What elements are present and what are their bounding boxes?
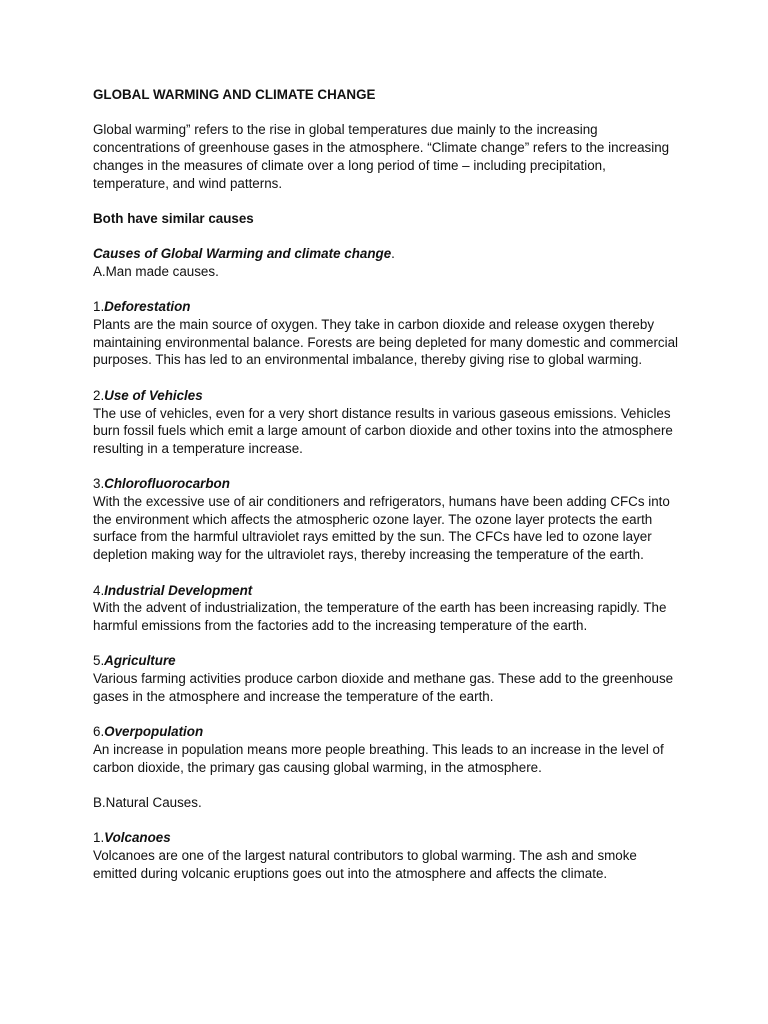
- cause-title: Industrial Development: [104, 582, 253, 598]
- cause-item: [93, 582, 683, 635]
- cause-number: 5.: [93, 653, 105, 669]
- cause-item: [93, 298, 683, 369]
- cause-number: 6.: [93, 724, 105, 740]
- cause-number: 3.: [93, 476, 105, 492]
- cause-number: 1.: [93, 830, 105, 846]
- man-made-label: A.Man made causes.: [93, 263, 219, 279]
- cause-heading: [93, 582, 683, 600]
- causes-block: [93, 245, 683, 280]
- natural-causes-label: B.Natural Causes.: [93, 794, 202, 810]
- document-page: [93, 86, 683, 900]
- cause-number: 1.: [93, 299, 105, 315]
- cause-title: Deforestation: [104, 299, 191, 315]
- cause-heading: [93, 298, 683, 316]
- cause-text: Various farming activities produce carbon dioxide and methane gas. These add to the greenhouse gases in the atmosphere and increase the temperature of the earth.: [93, 671, 674, 704]
- causes-heading-line: [93, 245, 683, 263]
- cause-text: Volcanoes are one of the largest natural contributors to global warming. The ash and smoke emitted during volcanic eruptions goes out into the atmosphere and affects the climate.: [93, 848, 637, 881]
- causes-heading: Causes of Global Warming and climate change: [93, 246, 392, 262]
- cause-text: With the advent of industrialization, the temperature of the earth has been increasing rapidly. The harmful emissions from the factories add to the increasing temperature of the earth.: [93, 600, 667, 633]
- cause-text: An increase in population means more people breathing. This leads to an increase in the level of carbon dioxide, the primary gas causing global warming, in the atmosphere.: [93, 741, 664, 775]
- cause-title: Agriculture: [104, 653, 176, 669]
- cause-heading: [93, 387, 683, 405]
- cause-item: [93, 475, 683, 564]
- cause-heading: [93, 652, 683, 670]
- cause-title: Chlorofluorocarbon: [104, 476, 230, 492]
- similar-causes-heading: Both have similar causes: [93, 210, 254, 226]
- cause-number: 4.: [93, 582, 105, 598]
- cause-item: [93, 652, 683, 705]
- cause-heading: [93, 829, 683, 847]
- causes-heading-period: .: [391, 246, 395, 262]
- cause-title: Use of Vehicles: [104, 387, 203, 403]
- cause-text: With the excessive use of air conditioners and refrigerators, humans have been adding CFCs into the environment which affects the atmospheric ozone layer. The ozone layer protects the earth surface from the harmful ultraviolet rays emitted by the sun. The CFCs have led to ozone layer depletion making way for the ultraviolet rays, thereby increasing the temperature of the earth.: [93, 494, 670, 563]
- cause-title: Volcanoes: [104, 830, 171, 846]
- cause-number: 2.: [93, 387, 105, 403]
- cause-text: The use of vehicles, even for a very short distance results in various gaseous emissions. Vehicles burn fossil fuels which emit a large amount of carbon dioxide and other toxins into the atmosphere resulting in a temperature increase.: [93, 405, 673, 456]
- cause-heading: [93, 475, 683, 493]
- cause-item: [93, 829, 683, 882]
- cause-heading: [93, 723, 683, 741]
- intro-paragraph: Global warming” refers to the rise in global temperatures due mainly to the increasing concentrations of greenhouse gases in the atmosphere. “Climate change” refers to the increasing changes in the measures of climate over a long period of time – including precipitation, temperature, and wind patterns.: [93, 122, 670, 191]
- cause-text: Plants are the main source of oxygen. They take in carbon dioxide and release oxygen thereby maintaining environmental balance. Forests are being depleted for many domestic and commercial purposes. This has led to an environmental imbalance, thereby giving rise to global warming.: [93, 317, 679, 368]
- cause-item: [93, 387, 683, 458]
- cause-item: [93, 723, 683, 776]
- document-title: GLOBAL WARMING AND CLIMATE CHANGE: [93, 87, 376, 102]
- cause-title: Overpopulation: [104, 724, 204, 740]
